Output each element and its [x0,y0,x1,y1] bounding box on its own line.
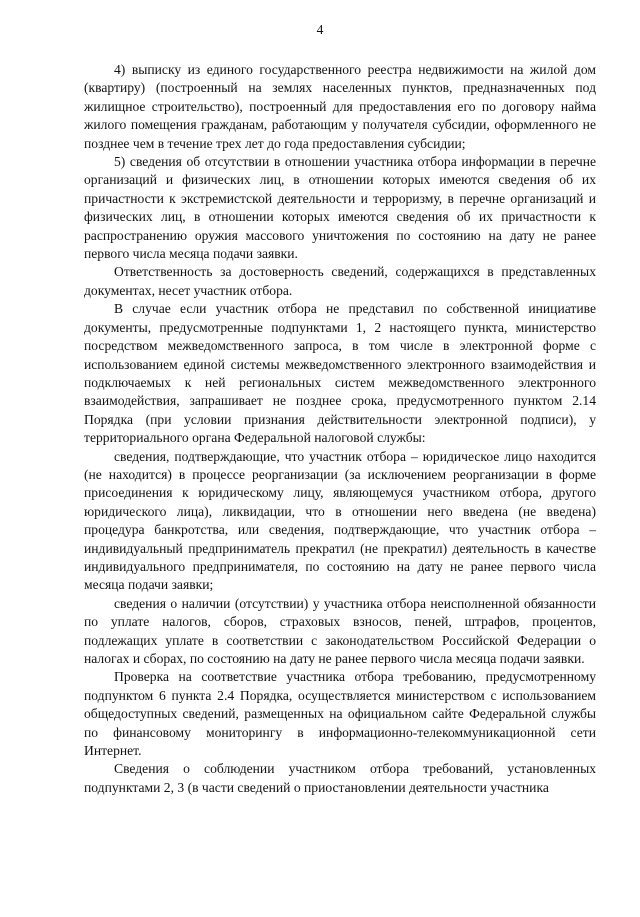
paragraph-requirements-info: Сведения о соблюдении участником отбора требований, установленных подпунктами 2, 3 (в части сведений о приостановлении деятельности участника [84,761,596,795]
paragraph-tax-debt-info: сведения о наличии (отсутствии) у участника отбора неисполненной обязанности по уплате налогов, сборов, страховых взносов, пеней, штрафов, процентов, подлежащих уплате в соответствии с законодательством Российской Федерации о налогах и сборах, по состоянию на дату не ранее первого числа месяца подачи заявки. [84,595,596,666]
paragraph-extremism-info: 5) сведения об отсутствии в отношении участника отбора информации в перечне организаций и физических лиц, в отношении которых имеются сведения об их причастности к экстремистской деятельности и терроризму, в перечне организаций и физических лиц, в отношении которых имеются сведения об их причастности к распространению оружия массового уничтожения по состоянию на дату не ранее первого числа месяца подачи заявки. [84,154,596,262]
paragraph-responsibility: Ответственность за достоверность сведений, содержащихся в представленных документах, несет участник отбора. [84,264,596,298]
paragraph-extract-real-estate-registry: 4) выписку из единого государственного реестра недвижимости на жилой дом (квартиру) (построенный на землях населенных пунктов, предназначенных под жилищное строительство), построенный для предоставления его по договору найма жилого помещения гражданам, работающим у получателя субсидии, оформленного не позднее чем в течение трех лет до года предоставления субсидии; [84,62,596,151]
document-body [84,61,596,797]
paragraph-interagency-request: В случае если участник отбора не представил по собственной инициативе документы, предусмотренные подпунктами 1, 2 настоящего пункта, министерство посредством межведомственного запроса, в том числе в электронной форме с использованием единой системы межведомственного электронного взаимодействия и подключаемых к ней региональных систем межведомственного электронного взаимодействия, запрашивает не позднее срока, предусмотренного пунктом 2.14 Порядка (при условии признания действительности электронной подписи), у территориального органа Федеральной налоговой службы: [84,301,596,446]
paragraph-reorganization-info: сведения, подтверждающие, что участник отбора – юридическое лицо находится (не находится) в процессе реорганизации (за исключением реорганизации в форме присоединения к юридическому лицу, являющемуся участником отбора, другого юридического лица), ликвидации, что в отношении него введена (не введена) процедура банкротства, или сведения, подтверждающие, что участник отбора – индивидуальный предприниматель прекратил (не прекратил) деятельность в качестве индивидуального предпринимателя, по состоянию на дату не ранее первого числа месяца подачи заявки; [84,448,596,593]
page-number: 4 [316,22,324,37]
paragraph-compliance-check: Проверка на соответствие участника отбора требованию, предусмотренному подпунктом 6 пункта 2.4 Порядка, осуществляется министерством с использованием общедоступных сведений, размещенных на официальном сайте Федеральной службы по финансовому мониторингу в информационно-телекоммуникационной сети Интернет. [84,669,596,759]
